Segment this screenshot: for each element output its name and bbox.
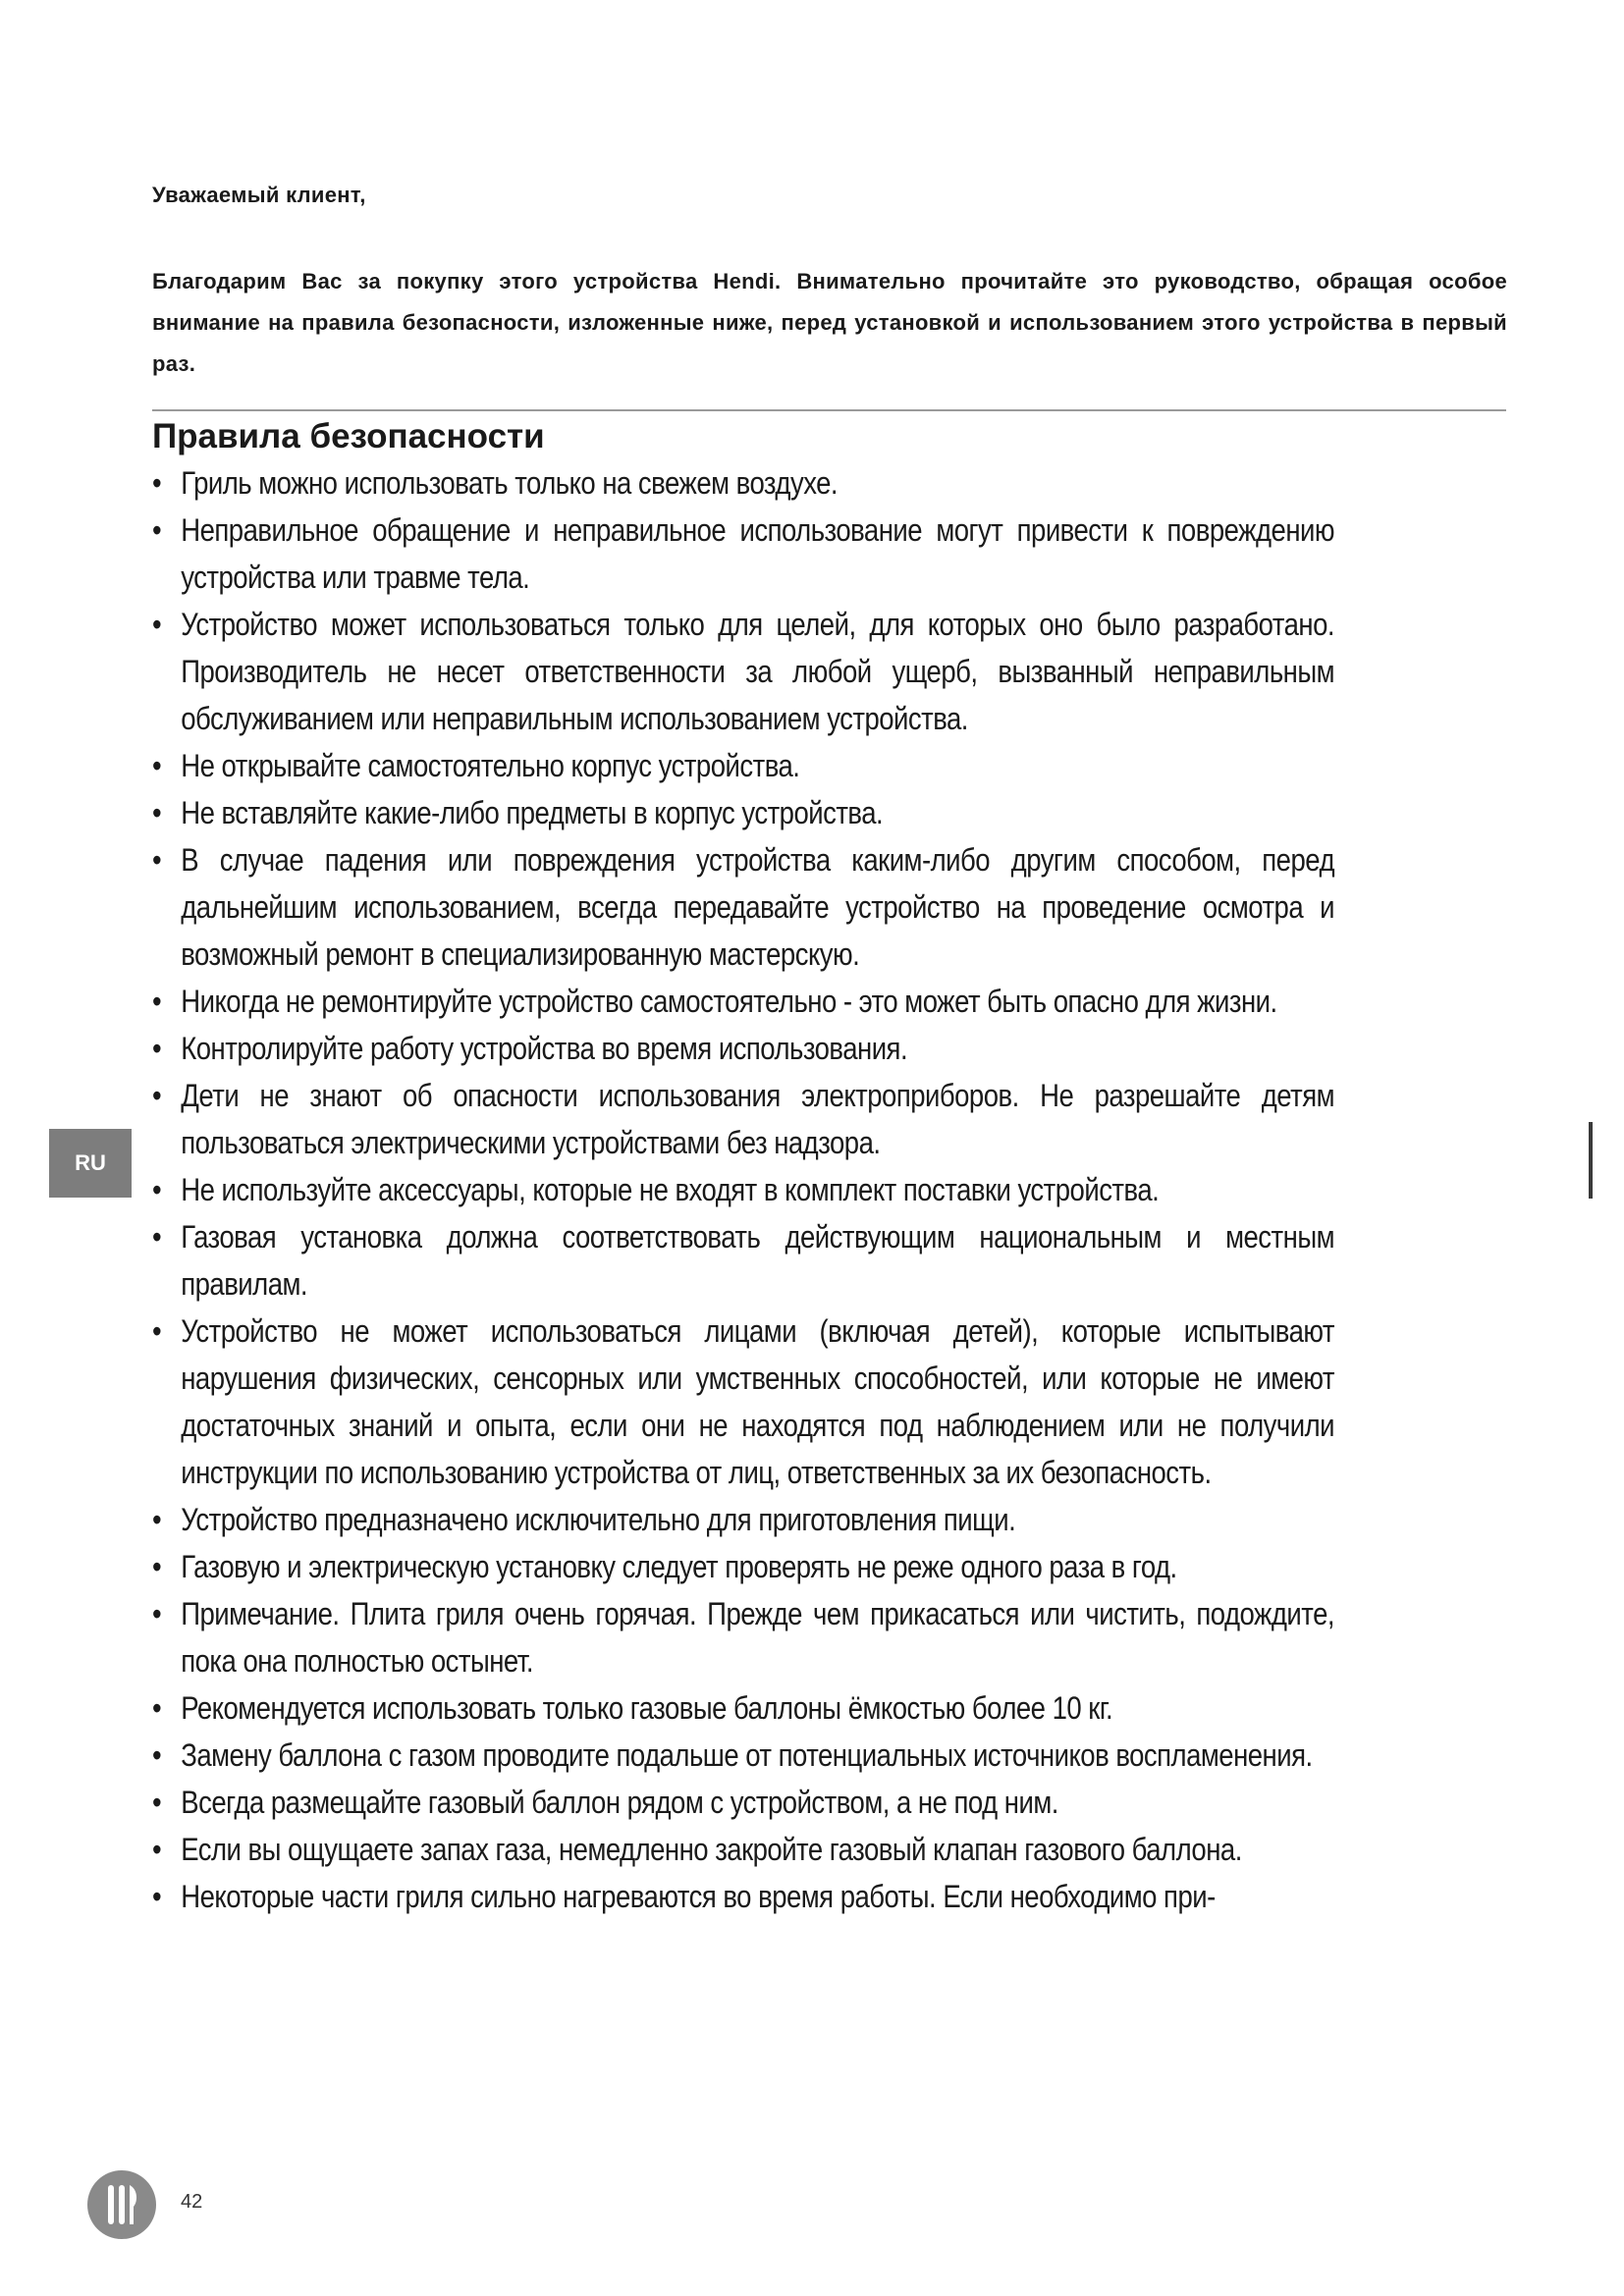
section-title: Правила безопасности — [152, 417, 545, 455]
safety-rule-text: Никогда не ремонтируйте устройство самостоятельно - это может быть опасно для жизни. — [181, 984, 1277, 1019]
safety-rules-list — [152, 459, 1334, 1920]
bullet-icon: • — [152, 1172, 162, 1207]
bullet-icon: • — [152, 1596, 162, 1631]
safety-rule-item — [152, 1308, 1334, 1496]
safety-rule-text: Замену баллона с газом проводите подальше от потенциальных источников воспламенения. — [181, 1737, 1313, 1773]
safety-rule-item — [152, 1779, 1334, 1826]
bullet-icon: • — [152, 1737, 162, 1773]
language-tab: RU — [49, 1129, 132, 1198]
bullet-icon: • — [152, 1313, 162, 1349]
safety-rule-text: В случае падения или повреждения устройства каким-либо другим способом, перед дальнейшим использованием, всегда передавайте устройство на проведение осмотра и возможный ремонт в специализированную мастерскую. — [181, 842, 1335, 972]
intro-paragraph: Благодарим Вас за покупку этого устройства Hendi. Внимательно прочитайте это руководство, обращая особое внимание на правила безопасности, изложенные ниже, перед установкой и использованием этого устройства в первый раз. — [152, 269, 1507, 376]
safety-rule-item — [152, 836, 1334, 978]
bullet-icon: • — [152, 795, 162, 830]
safety-rule-text: Не используйте аксессуары, которые не входят в комплект поставки устройства. — [181, 1172, 1160, 1207]
cutlery-icon — [86, 2169, 157, 2240]
safety-rule-text: Всегда размещайте газовый баллон рядом с устройством, а не под ним. — [181, 1785, 1058, 1820]
safety-rule-text: Газовую и электрическую установку следует проверять не реже одного раза в год. — [181, 1549, 1177, 1584]
safety-rule-item — [152, 1826, 1334, 1873]
bullet-icon: • — [152, 1879, 162, 1914]
safety-rule-item — [152, 789, 1334, 836]
safety-rule-text: Контролируйте работу устройства во время использования. — [181, 1031, 908, 1066]
safety-rule-item — [152, 507, 1334, 601]
safety-rule-text: Устройство может использоваться только для целей, для которых оно было разработано. Производитель не несет ответственности за любой ущерб, вызванный неправильным обслуживанием или неправильным использованием устройства. — [181, 607, 1335, 736]
bullet-icon: • — [152, 465, 162, 501]
bullet-icon: • — [152, 1031, 162, 1066]
safety-rule-item — [152, 1590, 1334, 1684]
safety-rule-item — [152, 459, 1334, 507]
safety-rule-text: Гриль можно использовать только на свежем воздухе. — [181, 465, 839, 501]
safety-rule-item — [152, 1213, 1334, 1308]
greeting: Уважаемый клиент, — [152, 183, 366, 207]
safety-rule-item — [152, 1166, 1334, 1213]
safety-rule-text: Дети не знают об опасности использования электроприборов. Не разрешайте детям пользоваться электрическими устройствами без надзора. — [181, 1078, 1335, 1160]
safety-rule-text: Рекомендуется использовать только газовые баллоны ёмкостью более 10 кг. — [181, 1690, 1113, 1726]
safety-rule-text: Неправильное обращение и неправильное использование могут привести к повреждению устройства или травме тела. — [181, 512, 1335, 595]
bullet-icon: • — [152, 1549, 162, 1584]
margin-marker — [1589, 1122, 1593, 1199]
safety-rule-item — [152, 978, 1334, 1025]
safety-rule-text: Газовая установка должна соответствовать действующим национальным и местным правилам. — [181, 1219, 1335, 1302]
safety-rule-text: Не вставляйте какие-либо предметы в корпус устройства. — [181, 795, 884, 830]
safety-rule-item — [152, 1684, 1334, 1732]
safety-rule-text: Не открывайте самостоятельно корпус устройства. — [181, 748, 800, 783]
bullet-icon: • — [152, 984, 162, 1019]
safety-rule-item — [152, 1072, 1334, 1166]
bullet-icon: • — [152, 842, 162, 878]
safety-rule-text: Примечание. Плита гриля очень горячая. Прежде чем прикасаться или чистить, подождите, пока она полностью остынет. — [181, 1596, 1335, 1679]
bullet-icon: • — [152, 748, 162, 783]
safety-rule-text: Устройство предназначено исключительно для приготовления пищи. — [181, 1502, 1016, 1537]
safety-rule-item — [152, 1732, 1334, 1779]
bullet-icon: • — [152, 1690, 162, 1726]
bullet-icon: • — [152, 607, 162, 642]
bullet-icon: • — [152, 1219, 162, 1255]
bullet-icon: • — [152, 1502, 162, 1537]
safety-rule-text: Некоторые части гриля сильно нагреваются во время работы. Если необходимо при- — [181, 1879, 1216, 1914]
divider — [152, 409, 1506, 411]
safety-rule-item — [152, 1543, 1334, 1590]
bullet-icon: • — [152, 1078, 162, 1113]
safety-rule-item — [152, 742, 1334, 789]
safety-rule-item — [152, 1025, 1334, 1072]
page-number: 42 — [181, 2191, 203, 2213]
bullet-icon: • — [152, 1785, 162, 1820]
bullet-icon: • — [152, 512, 162, 548]
safety-rule-item — [152, 1873, 1334, 1920]
safety-rule-text: Если вы ощущаете запах газа, немедленно закройте газовый клапан газового баллона. — [181, 1832, 1242, 1867]
safety-rule-text: Устройство не может использоваться лицами (включая детей), которые испытывают нарушения физических, сенсорных или умственных способностей, или которые не имеют достаточных знаний и опыта, если они не находятся под наблюдением или не получили инструкции по использованию устройства от лиц, ответственных за их безопасность. — [181, 1313, 1335, 1490]
safety-rule-item — [152, 601, 1334, 742]
safety-rule-item — [152, 1496, 1334, 1543]
bullet-icon: • — [152, 1832, 162, 1867]
